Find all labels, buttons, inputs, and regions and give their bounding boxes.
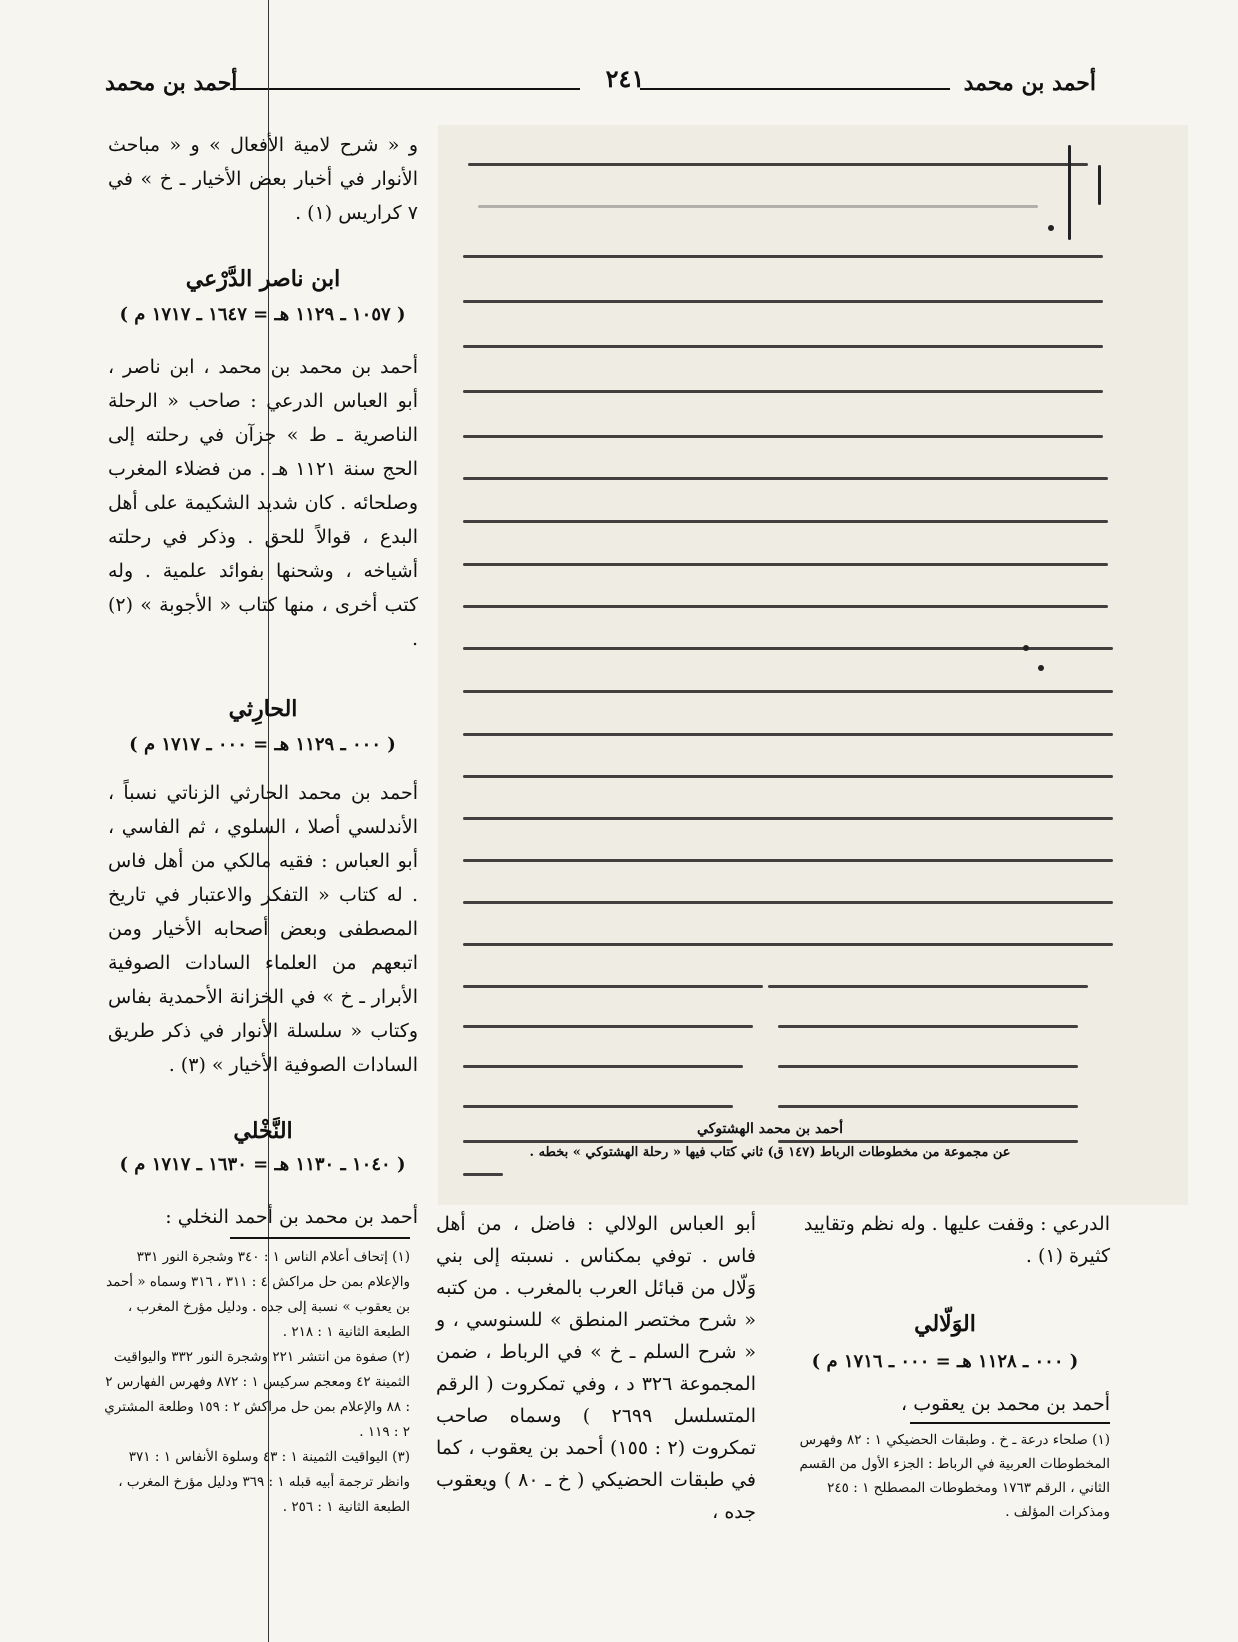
right-column-top-text: الدرعي : وقفت عليها . وله نظم وتقاييد كثيرة (١) .: [803, 1213, 1110, 1267]
intro-paragraph: و « شرح لامية الأفعال » و « مباحث الأنوار في أخبار بعض الأخيار ـ خ » في ٧ كراريس (١) .: [108, 134, 418, 224]
middle-column-text: أبو العباس الولالي : فاضل ، من أهل فاس . توفي بمكناس . نسبته إلى بني وَلّال من قبائل العرب بالمغرب . من كتبه « شرح مختصر المنطق » للسنوسي ، و « شرح السلم ـ خ » في الرباط ، ضمن المجموعة ٣٢٦ د ، وفي تمكروت ( الرقم المتسلسل ٢٦٩٩ ) وسماه صاحب تمكروت (٢ : ١٥٥) أحمد بن يعقوب ، كما في طبقات الحضيكي ( خ ـ ٨٠ ) ويعقوب جده ،: [436, 1213, 757, 1523]
entry-title-ibn-nasir: ابن ناصر الدَّرْعي: [185, 266, 341, 292]
header-name-left: أحمد بن محمد: [105, 70, 238, 96]
footnotes-left: [100, 1245, 410, 1520]
figure-caption-title: أحمد بن محمد الهشتوكي: [696, 1121, 844, 1137]
footnote-1: (١) إتحاف أعلام الناس ١ : ٣٤٠ وشجرة النور ٣٣١ والإعلام بمن حل مراكش ٤ : ٣١١ ، ٣١٦ وسماه « أحمد بن يعقوب » نسبة إلى جده . ودليل مؤرخ المغرب ، الطبعة الثانية ١ : ٢١٨ .: [106, 1249, 410, 1340]
footnote-rule-right: [910, 1422, 1110, 1424]
entry-dates-wallali: ( ٠٠٠ ـ ١١٢٨ هـ = ٠٠٠ ـ ١٧١٦ م ): [811, 1351, 1079, 1372]
entry-title-nakhli: النَّخْلي: [233, 1118, 293, 1144]
entry-body-nakhli: أحمد بن محمد بن أحمد النخلي :: [165, 1206, 418, 1228]
figure-caption-source: عن مجموعة من مخطوطات الرباط (١٤٧ ق) ثاني كتاب فيها « رحلة الهشتوكي » بخطه .: [529, 1145, 1011, 1160]
entry-body-harithi: أحمد بن محمد الحارثي الزناتي نسباً ، الأندلسي أصلا ، السلوي ، ثم الفاسي ، أبو العباس : فقيه مالكي من أهل فاس . له كتاب « التفكر والاعتبار في تاريخ المصطفى وبعض أصحابه الأخيار ومن اتبعهم من العلماء السادات الصوفية الأبرار ـ خ » في الخزانة الأحمدية بفاس وكتاب « سلسلة الأنوار في ذكر طريق السادات الصوفية الأخيار » (٣) .: [108, 782, 418, 1076]
footnote-right: (١) صلحاء درعة ـ خ . وطبقات الحضيكي ١ : ٨٢ وفهرس المخطوطات العربية في الرباط : الجزء الأول من القسم الثاني ، الرقم ١٧٦٣ ومخطوطات المصطلح ١ : ٢٤٥ ومذكرات المؤلف .: [799, 1432, 1110, 1520]
footnote-rule-left: [230, 1237, 410, 1239]
entry-dates-nakhli: ( ١٠٤٠ ـ ١١٣٠ هـ = ١٦٣٠ ـ ١٧١٧ م ): [119, 1154, 406, 1175]
header-rule-left: [230, 88, 580, 90]
entry-dates-harithi: ( ٠٠٠ ـ ١١٢٩ هـ = ٠٠٠ ـ ١٧١٧ م ): [129, 734, 396, 755]
entry-body-ibn-nasir: أحمد بن محمد بن محمد ، ابن ناصر ، أبو العباس الدرعي : صاحب « الرحلة الناصرية ـ ط » جزآن في رحلته إلى الحج سنة ١١٢١ هـ . من فضلاء المغرب وصلحائه . كان شديد الشكيمة على أهل البدع ، قوالاً للحق . وذكر في رحلته أشياخه ، وشحنها بفوائد علمية . وله كتب أخرى ، منها كتاب « الأجوبة » (٢) .: [108, 356, 418, 650]
footnote-3: (٣) اليواقيت الثمينة ١ : ٤٣ وسلوة الأنفاس ١ : ٣٧١ وانظر ترجمة أبيه قبله ١ : ٣٦٩ ودليل مؤرخ المغرب ، الطبعة الثانية ١ : ٢٥٦ .: [118, 1449, 410, 1515]
entry-dates-ibn-nasir: ( ١٠٥٧ ـ ١١٢٩ هـ = ١٦٤٧ ـ ١٧١٧ م ): [119, 304, 406, 325]
entry-title-harithi: الحارِثي: [228, 696, 298, 722]
entry-body-wallali: أحمد بن محمد بن يعقوب ،: [901, 1393, 1110, 1415]
entry-title-wallali: الوَلّالي: [914, 1311, 976, 1337]
page-number: ٢٤١: [605, 64, 645, 93]
footnote-2: (٢) صفوة من انتشر ٢٢١ وشجرة النور ٣٣٢ واليواقيت الثمينة ٤٢ ومعجم سركيس ١ : ٨٧٢ وفهرس الفهارس ٢ : ٨٨ والإعلام بمن حل مراكش ٢ : ١٥٩ وطلعة المشتري ٢ : ١١٩ .: [104, 1349, 410, 1440]
header-name-right: أحمد بن محمد: [963, 70, 1096, 96]
manuscript-image: [438, 125, 1188, 1205]
header-rule-right: [640, 88, 950, 90]
